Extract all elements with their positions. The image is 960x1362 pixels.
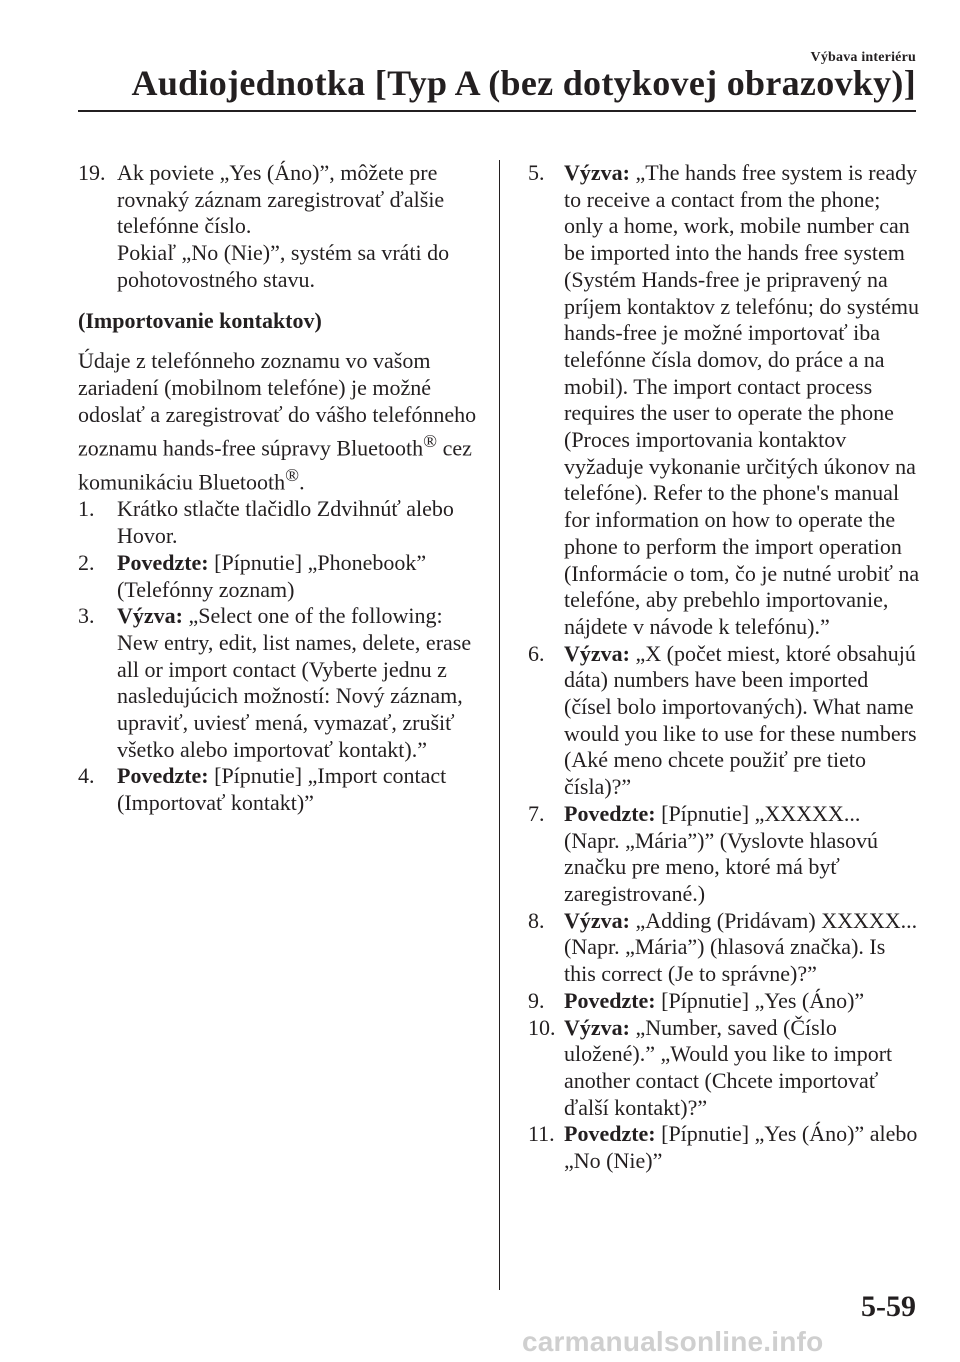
list-item-3 (78, 603, 480, 763)
list-item-9 (528, 988, 920, 1015)
header-rule (78, 110, 916, 112)
header-section-label: Výbava interiéru (810, 50, 916, 65)
registered-mark: ® (285, 465, 300, 486)
item-number: 4. (78, 763, 95, 789)
item-label: Výzva: (564, 160, 630, 185)
item-number: 3. (78, 603, 95, 629)
list-item-2 (78, 550, 480, 603)
list-item-8 (528, 908, 920, 988)
item-label: Povedzte: (117, 549, 209, 575)
registered-mark: ® (423, 431, 438, 452)
item-number: 5. (528, 160, 545, 185)
list-item-7 (528, 801, 920, 908)
item-label: Výzva: (564, 907, 630, 933)
list-item-11 (528, 1121, 920, 1174)
item-number: 1. (78, 496, 95, 522)
list-item-10 (528, 1015, 920, 1122)
item-number: 10. (528, 1014, 556, 1040)
page-title: Audiojednotka [Typ A (bez dotykovej obrazovky)] (131, 63, 916, 103)
item-label: Výzva: (117, 603, 183, 629)
item-number: 6. (528, 640, 545, 666)
item-text: „The hands free system is ready to receive a contact from the phone; only a home, work, mobile number can be imported into the hands free system (Systém Hands-free je pripravený na príjem kontaktov z telefónu; do systému hands-free je možné importovať iba telefónne čísla domov, do práce a na mobil). The import contact process requires the user to operate the phone (Proces importovania kontaktov vyžaduje vykonanie určitých úkonov na telefóne). Refer to the phone's manual for information on how to operate the phone to perform the import operation (Informácie o tom, čo je nutné urobiť na telefóne, aby prebehlo importovanie, nájdete v návode k telefónu).” (564, 160, 920, 639)
watermark: carmanualsonline.info (522, 1326, 824, 1357)
item-text: [Pípnutie] „Yes (Áno)” alebo „No (Nie)” (564, 1121, 918, 1174)
item-text: „X (počet miest, ktoré obsahujú dáta) numbers have been imported (čísel bolo importovaných). What name would you like to use for these numbers (Aké meno chcete použiť pre tieto čísla)?” (564, 640, 917, 800)
item-text: „Select one of the following: New entry, edit, list names, delete, erase all or import contact (Vyberte jednu z nasledujúcich možností: Nový záznam, upraviť, uviesť mená, vymazať, zrušiť všetko alebo importovať kontakt).” (117, 603, 472, 762)
item-text: „Adding (Pridávam) XXXXX... (Napr. „Mária”) (hlasová značka). Is this correct (Je to správne)?” (564, 907, 918, 987)
right-column (528, 160, 920, 1175)
page-number: 5-59 (861, 1290, 916, 1323)
list-item-19 (78, 160, 480, 294)
item-label: Povedzte: (564, 987, 656, 1013)
list-item-4 (78, 763, 480, 816)
item-text: Krátko stlačte tlačidlo Zdvihnúť alebo Hovor. (117, 496, 454, 549)
item-label: Povedzte: (564, 1121, 656, 1147)
item-label: Výzva: (564, 640, 630, 666)
item-label: Výzva: (564, 1014, 630, 1040)
item-text: [Pípnutie] „Import contact (Importovať kontakt)” (117, 763, 447, 816)
section-heading: (Importovanie kontaktov) (78, 307, 322, 333)
item-number: 7. (528, 800, 545, 826)
item-text: Ak poviete „Yes (Áno)”, môžete pre rovnaký záznam zaregistrovať ďalšie telefónne číslo. (117, 160, 445, 239)
item-number: 2. (78, 549, 95, 575)
column-divider (499, 160, 500, 1290)
item-number: 19. (78, 160, 106, 185)
item-text: [Pípnutie] „XXXXX... (Napr. „Mária”)” (Vyslovte hlasovú značku pre meno, ktoré má byť zaregistrované.) (564, 800, 879, 906)
list-item-6 (528, 641, 920, 801)
list-item-5 (528, 160, 920, 641)
item-text: „Number, saved (Číslo uložené).” „Would you like to import another contact (Chcete importovať ďalší kontakt)?” (564, 1014, 893, 1120)
item-text: [Pípnutie] „Yes (Áno)” (655, 987, 865, 1013)
item-text: Pokiaľ „No (Nie)”, systém sa vráti do pohotovostného stavu. (117, 240, 450, 292)
intro-paragraph: Údaje z telefónneho zoznamu vo vašom zariadení (mobilnom telefóne) je možné odoslať a zaregistrovať do vášho telefónneho zoznamu hands-free súpravy Bluetooth® cez komunikáciu Bluetooth®. (78, 348, 477, 495)
list-item-1 (78, 496, 480, 549)
item-number: 8. (528, 907, 545, 933)
item-number: 11. (528, 1121, 555, 1147)
left-column (78, 160, 480, 817)
item-text: [Pípnutie] „Phonebook” (Telefónny zoznam) (117, 549, 427, 602)
item-number: 9. (528, 987, 545, 1013)
item-label: Povedzte: (564, 800, 656, 826)
item-label: Povedzte: (117, 763, 209, 789)
